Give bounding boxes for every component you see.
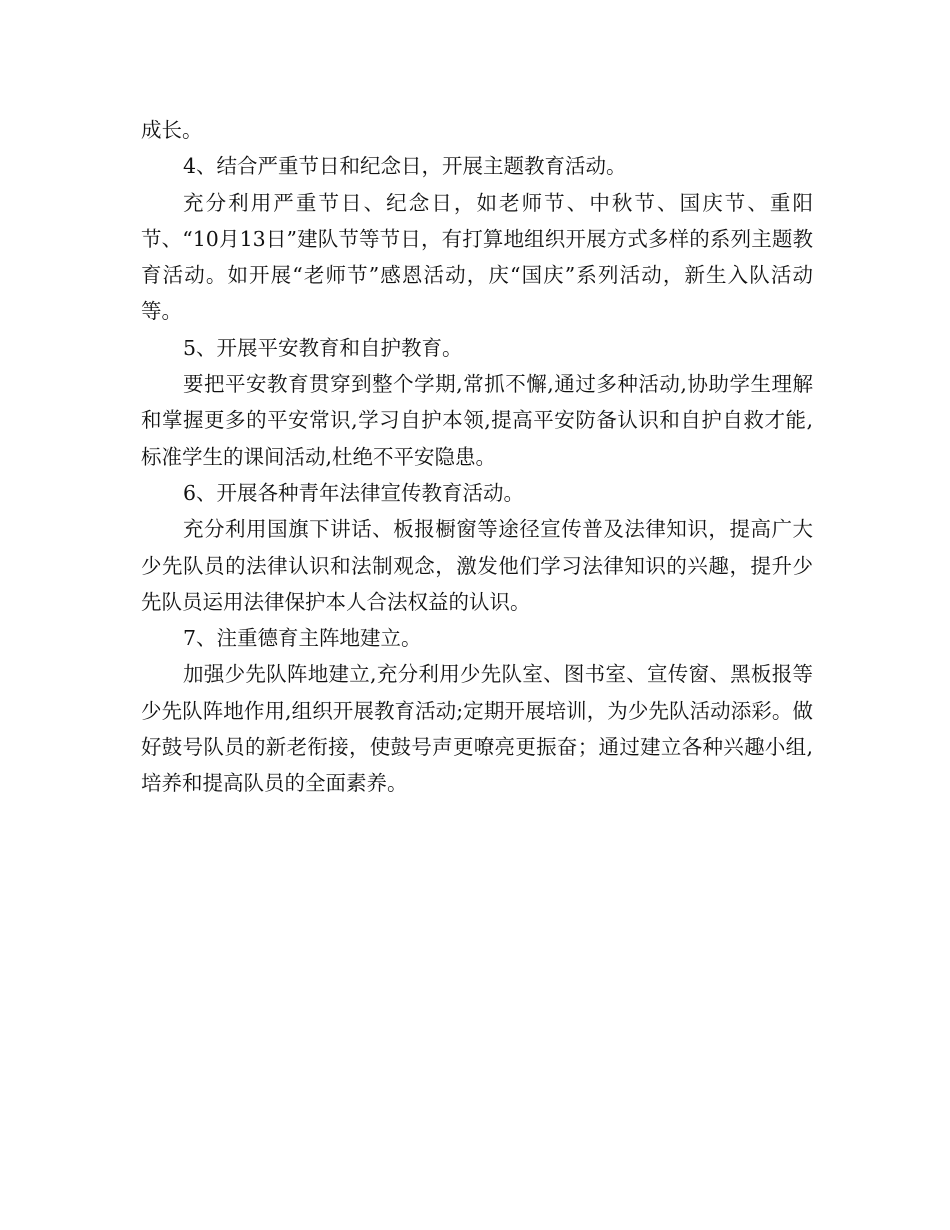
section-heading-4: 4、结合严重节日和纪念日，开展主题教育活动。 bbox=[183, 154, 627, 179]
section-heading-7: 7、注重德育主阵地建立。 bbox=[183, 626, 422, 651]
paragraph-section-5-body: 要把平安教育贯穿到整个学期,常抓不懈,通过多种活动,协助学生理解和掌握更多的平安常识,学习自护本领,提高平安防备认识和自护自救才能,标准学生的课间活动,杜绝不平安隐患。 bbox=[141, 372, 813, 469]
paragraph-continuation: 成长。 bbox=[141, 118, 203, 142]
section-heading-6: 6、开展各种青年法律宣传教育活动。 bbox=[183, 480, 525, 505]
paragraph-section-7-body: 加强少先队阵地建立,充分利用少先队室、图书室、宣传窗、黑板报等少先队阵地作用,组织开展教育活动;定期开展培训，为少先队活动添彩。做好鼓号队员的新老衔接，使鼓号声更嘹亮更振奋；通过建立各种兴趣小组,培养和提高队员的全面素养。 bbox=[141, 662, 813, 796]
document-body bbox=[141, 112, 813, 802]
section-heading-5: 5、开展平安教育和自护教育。 bbox=[183, 335, 463, 360]
paragraph-section-6-body: 充分利用国旗下讲话、板报橱窗等途径宣传普及法律知识，提高广大少先队员的法律认识和法制观念，激发他们学习法律知识的兴趣，提升少先队员运用法律保护本人合法权益的认识。 bbox=[141, 517, 813, 614]
paragraph-section-4-body: 充分利用严重节日、纪念日，如老师节、中秋节、国庆节、重阳节、“10月13日”建队节等节日，有打算地组织开展方式多样的系列主题教育活动。如开展“老师节”感恩活动，庆“国庆”系列活动，新生入队活动等。 bbox=[141, 190, 813, 324]
